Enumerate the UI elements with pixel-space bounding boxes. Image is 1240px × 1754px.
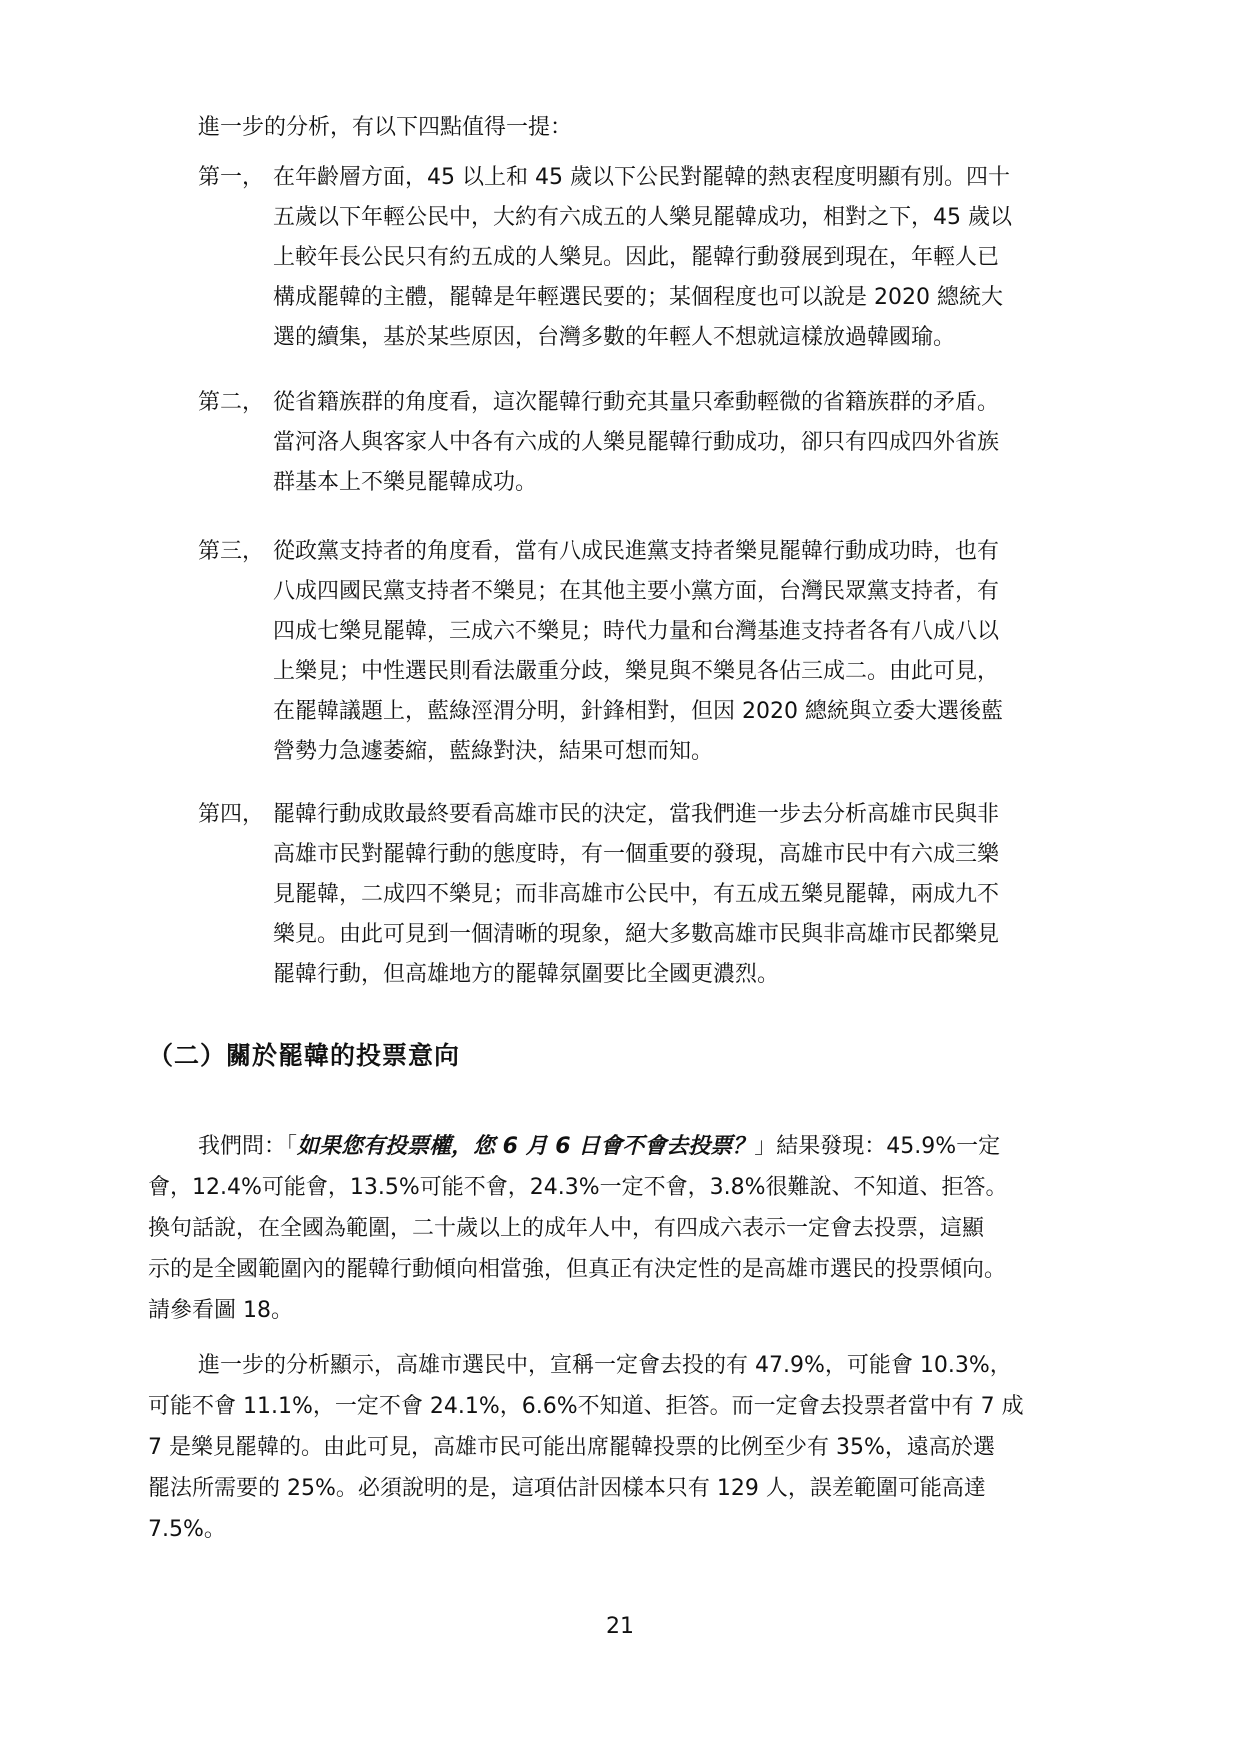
point-4 — [198, 795, 1098, 995]
point-body — [273, 532, 1098, 772]
point-body — [273, 795, 1098, 995]
point-body — [273, 383, 1098, 503]
text-line: 營勢力急遽萎縮，藍綠對決，結果可想而知。 — [273, 739, 714, 764]
text-line: 請參看圖 18。 — [148, 1298, 293, 1323]
text-line: 構成罷韓的主體，罷韓是年輕選民要的；某個程度也可以說是 2020 總統大 — [273, 285, 1003, 310]
question-result: 」結果發現：45.9%一定 — [754, 1134, 1001, 1159]
text-line: 四成七樂見罷韓，三成六不樂見；時代力量和台灣基進支持者各有八成八以 — [273, 619, 1000, 644]
point-2 — [198, 383, 1098, 503]
text-line: 上較年長公民只有約五成的人樂見。因此，罷韓行動發展到現在，年輕人已 — [273, 245, 1000, 270]
survey-question: 如果您有投票權，您 6 月 6 日會不會去投票？ — [297, 1134, 755, 1159]
text-line: 可能不會 11.1%，一定不會 24.1%，6.6%不知道、拒答。而一定會去投票者當中有 7 成 — [148, 1394, 1024, 1419]
text-line: 當河洛人與客家人中各有六成的人樂見罷韓行動成功，卻只有四成四外省族 — [273, 430, 1000, 455]
text-line: 從省籍族群的角度看，這次罷韓行動充其量只牽動輕微的省籍族群的矛盾。 — [273, 390, 1000, 415]
text-line: 群基本上不樂見罷韓成功。 — [273, 470, 538, 495]
question-prefix: 我們問：「 — [198, 1134, 298, 1159]
page-number: 21 — [606, 1614, 634, 1639]
text-line: 從政黨支持者的角度看，當有八成民進黨支持者樂見罷韓行動成功時，也有 — [273, 539, 1000, 564]
text-line: 五歲以下年輕公民中，大約有六成五的人樂見罷韓成功，相對之下，45 歲以 — [273, 205, 1012, 230]
point-label: 第二， — [198, 390, 265, 415]
paragraph-kaohsiung-analysis — [148, 1345, 1098, 1550]
text-line: 7 是樂見罷韓的。由此可見，高雄市民可能出席罷韓投票的比例至少有 35%，遠高於選 — [148, 1435, 995, 1460]
point-body — [273, 158, 1098, 358]
text-line: 在罷韓議題上，藍綠涇渭分明，針鋒相對，但因 2020 總統與立委大選後藍 — [273, 699, 1003, 724]
text-line-content: 進一步的分析顯示，高雄市選民中，宣稱一定會去投的有 47.9%，可能會 10.3%， — [198, 1353, 1012, 1378]
intro-sentence: 進一步的分析，有以下四點值得一提： — [198, 115, 573, 140]
point-label: 第一， — [198, 165, 265, 190]
text-line: 見罷韓，二成四不樂見；而非高雄市公民中，有五成五樂見罷韓，兩成九不 — [273, 882, 1000, 907]
paragraph-voting-question — [148, 1126, 1098, 1331]
text-line: 高雄市民對罷韓行動的態度時，有一個重要的發現，高雄市民中有六成三樂 — [273, 842, 1000, 867]
text-line: 罷法所需要的 25%。必須說明的是，這項估計因樣本只有 129 人，誤差範圍可能高達 — [148, 1476, 986, 1501]
text-line: 7.5%。 — [148, 1517, 226, 1542]
text-line: 在年齡層方面，45 以上和 45 歲以下公民對罷韓的熱衷程度明顯有別。四十 — [273, 165, 1010, 190]
text-line: 選的續集，基於某些原因，台灣多數的年輕人不想就這樣放過韓國瑜。 — [273, 325, 956, 350]
text-line — [148, 1126, 1098, 1167]
text-line: 上樂見；中性選民則看法嚴重分歧，樂見與不樂見各佔三成二。由此可見， — [273, 659, 1000, 684]
text-line: 罷韓行動，但高雄地方的罷韓氛圍要比全國更濃烈。 — [273, 962, 780, 987]
text-line: 示的是全國範圍內的罷韓行動傾向相當強，但真正有決定性的是高雄市選民的投票傾向。 — [148, 1257, 1007, 1282]
text-line: 八成四國民黨支持者不樂見；在其他主要小黨方面，台灣民眾黨支持者，有 — [273, 579, 1000, 604]
section-heading: （二）關於罷韓的投票意向 — [148, 1041, 461, 1070]
point-1 — [198, 158, 1098, 358]
point-label: 第三， — [198, 539, 265, 564]
point-label: 第四， — [198, 802, 265, 827]
point-3 — [198, 532, 1098, 772]
text-line: 樂見。由此可見到一個清晰的現象，絕大多數高雄市民與非高雄市民都樂見 — [273, 922, 1000, 947]
text-line — [148, 1345, 1098, 1386]
text-line: 罷韓行動成敗最終要看高雄市民的決定，當我們進一步去分析高雄市民與非 — [273, 802, 1000, 827]
text-line: 會，12.4%可能會，13.5%可能不會，24.3%一定不會，3.8%很難說、不知道、拒答。 — [148, 1175, 1008, 1200]
text-line: 換句話說，在全國為範圍，二十歲以上的成年人中，有四成六表示一定會去投票，這顯 — [148, 1216, 985, 1241]
